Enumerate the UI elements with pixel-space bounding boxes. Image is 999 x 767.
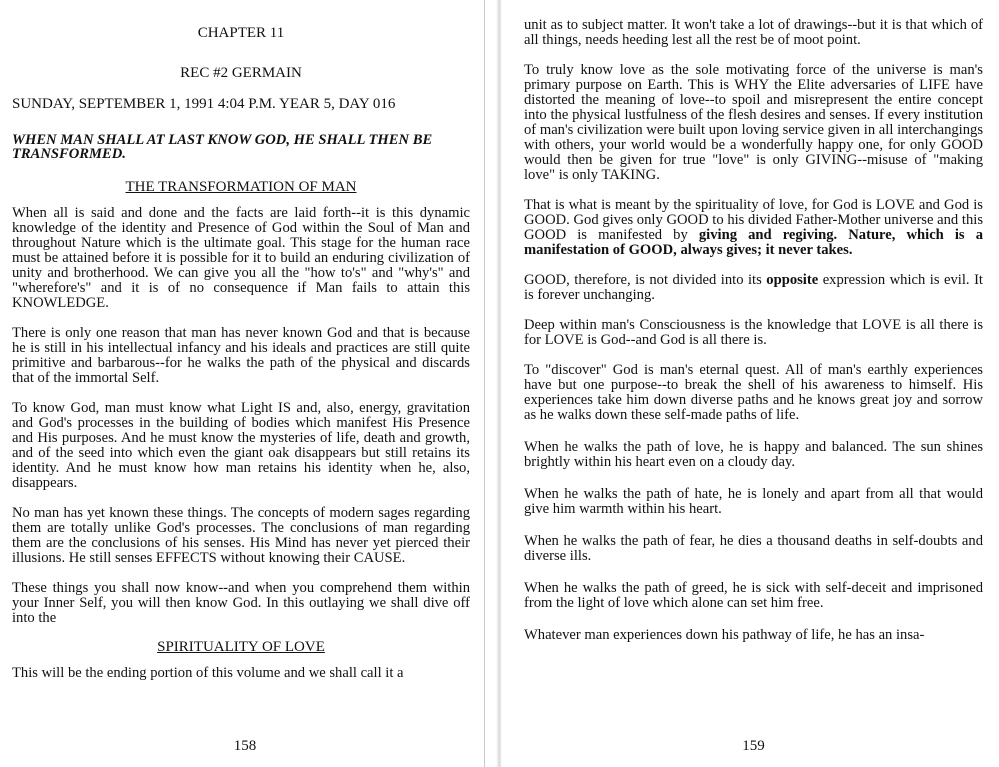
paragraph-r10: When he walks the path of greed, he is sick with self-deceit and imprisoned from the light of love which alone can set him free.	[524, 580, 983, 611]
chapter-title: CHAPTER 11	[197, 25, 285, 41]
subheading-spirituality: SPIRITUALITY OF LOVE	[157, 639, 325, 655]
page-number-left: 158	[233, 738, 257, 754]
paragraph-r5: Deep within man's Consciousness is the knowledge that LOVE is all there is for LOVE is God--and God is all there is.	[524, 317, 983, 348]
date-line: SUNDAY, SEPTEMBER 1, 1991 4:04 P.M. YEAR 5, DAY 016	[12, 96, 396, 112]
book-gutter	[496, 0, 502, 767]
paragraph-2: There is only one reason that man has never known God and that is because he is still in his intellectual infancy and his ideals and practices are still quite primitive and barbarous--for he walks the path of the physical and discards that of the immortal Self.	[12, 325, 470, 386]
right-page	[508, 0, 999, 767]
recording-label: REC #2 GERMAIN	[180, 65, 302, 81]
paragraph-r4-bold: opposite	[766, 272, 819, 288]
paragraph-1: When all is said and done and the facts are laid forth--it is this dynamic knowledge of the identity and Presence of God within the Soul of Man and throughout Nature which is the ultimate goal. This stage for the human race must be attained before it is possible for it to build an enduring civilization of unity and brotherhood. We can give you all the "how to's" and "why's" and "wherefore's" and it is of no consequence if Man fails to attain this KNOWLEDGE.	[12, 205, 470, 311]
paragraph-r9: When he walks the path of fear, he dies a thousand deaths in self-doubts and diverse ills.	[524, 533, 983, 564]
paragraph-r3	[524, 198, 983, 258]
paragraph-r3-text: That is what is meant by the spirituality of love, for God is LOVE and God is GOOD. God gives only GOOD to his divided Father-Mother universe and this GOOD is manifested by	[524, 197, 983, 243]
paragraph-6: This will be the ending portion of this volume and we shall call it a	[12, 665, 404, 681]
subheading-transformation: THE TRANSFORMATION OF MAN	[125, 179, 357, 195]
paragraph-r8: When he walks the path of hate, he is lonely and apart from all that would give him warmth within his heart.	[524, 486, 983, 517]
paragraph-5: These things you shall now know--and when you comprehend them within your Inner Self, you will then know God. In this outlaying we shall dive off into the	[12, 580, 470, 626]
paragraph-r4-text: GOOD, therefore, is not divided into its	[524, 272, 767, 288]
italic-heading: WHEN MAN SHALL AT LAST KNOW GOD, HE SHALL THEN BE TRANSFORMED.	[12, 132, 433, 162]
paragraph-r4	[524, 273, 983, 303]
paragraph-r4-end: expression which is evil. It is forever unchanging.	[524, 272, 983, 303]
paragraph-4: No man has yet known these things. The concepts of modern sages regarding them are totally unlike God's processes. The conclusions of man regarding them are the conclusions of his senses. His Mind has never yet pierced their illusions. He still senses EFFECTS without knowing their CAUSE.	[12, 505, 470, 566]
paragraph-r11: Whatever man experiences down his pathway of life, he has an insa-	[524, 627, 925, 643]
paragraph-3: To know God, man must know what Light IS and, also, energy, gravitation and God's processes in the building of bodies which manifest His Presence and His purposes. And he must know the mysteries of life, death and growth, and of the seed into which even the giant oak disappears but still retains its identity. And he must know how man retains his identity when he, also, disappears.	[12, 400, 470, 491]
page-number-right: 159	[742, 738, 765, 754]
paragraph-r1: unit as to subject matter. It won't take a lot of drawings--but it is that which of all things, needs heeding lest all the rest be of moot point.	[524, 17, 983, 48]
left-page	[0, 0, 490, 767]
paragraph-r3-bold: giving and regiving. Nature, which is a manifestation of GOOD, always gives; it never takes.	[524, 227, 983, 258]
paragraph-r6: To "discover" God is man's eternal quest. All of man's earthly experiences have but one purpose--to break the shell of his awareness to himself. His experiences take him down diverse paths and he knows great joy and sorrow as he walks down these self-made paths of life.	[524, 362, 983, 423]
paragraph-r2: To truly know love as the sole motivating force of the universe is man's primary purpose on Earth. This is WHY the Elite adversaries of LIFE have distorted the meaning of love--to spoil and misrepresent the entire concept into the physical lustfulness of the flesh desires and senses. If every institution of man's civilization were built upon loving service given in all interchangings with others, your world would be a wonderfully happy one, for only GOOD would then be given for true "love" is only GIVING--misuse of "making love" is only TAKING.	[524, 62, 983, 183]
paragraph-r7: When he walks the path of love, he is happy and balanced. The sun shines brightly within his heart even on a cloudy day.	[524, 439, 983, 470]
